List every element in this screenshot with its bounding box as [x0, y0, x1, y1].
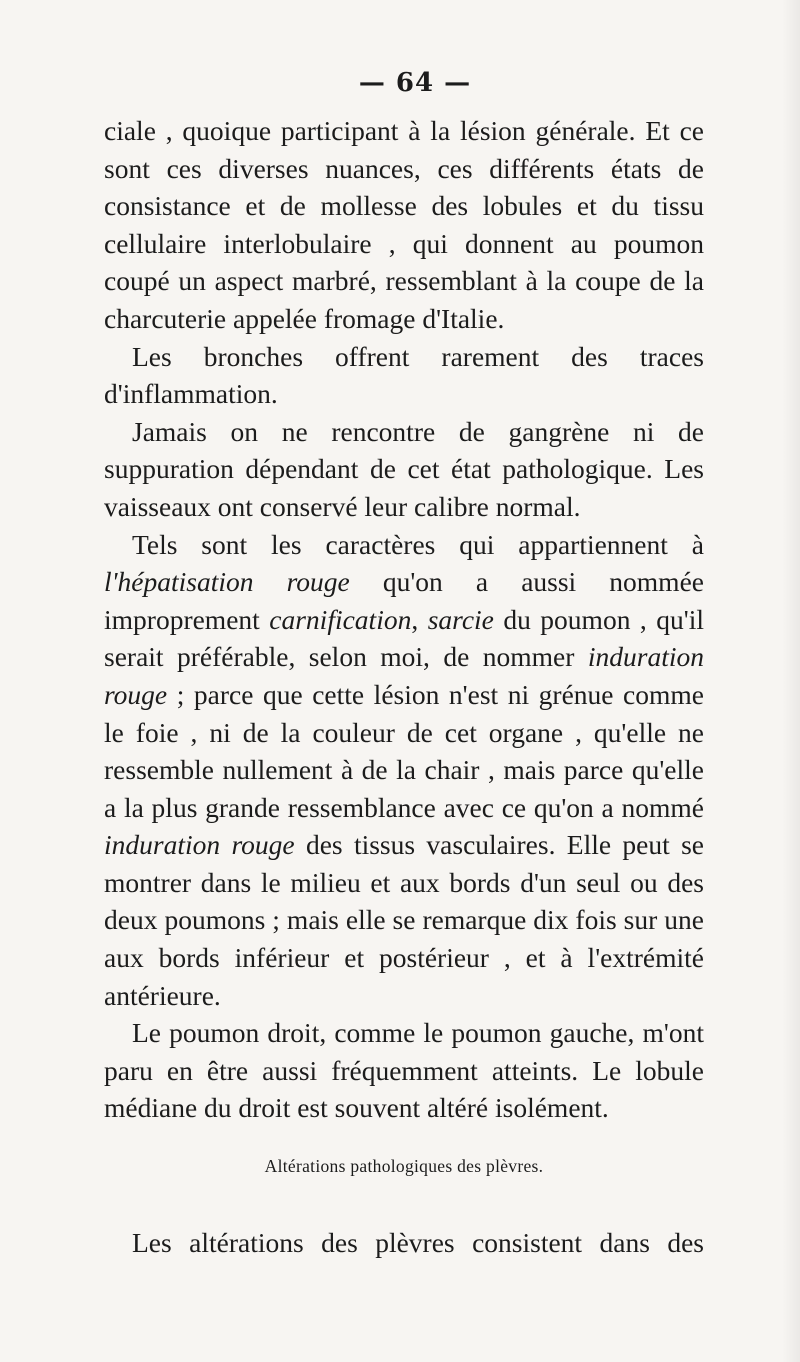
text-segment: des tissus vasculaires. Elle peut se montrer dans le milieu et aux bords d'un seul ou des deux poumons ; mais elle se remarque dix fois sur une aux bords inférieur et postérieur , et à l'extrémité antérieure. — [104, 829, 705, 1011]
italic-term: induration rouge — [104, 641, 704, 710]
text-segment: , — [411, 603, 428, 635]
italic-term: induration rouge — [104, 829, 295, 861]
italic-term: l'hépatisation rouge — [104, 566, 350, 598]
paragraph-p1 — [104, 112, 704, 338]
final-line: Les altérations des plèvres consistent dans des — [132, 1227, 704, 1258]
page-number: — 64 — — [358, 68, 472, 98]
italic-term: carnification — [269, 603, 412, 635]
body-text — [104, 112, 704, 1127]
paragraph-p5 — [104, 1014, 704, 1127]
text-segment: Les bronches offrent rarement des traces d'inflammation. — [104, 340, 704, 410]
text-segment: ; parce que cette lésion n'est ni grénue comme le foie , ni de la couleur de cet organe , qu'elle ne ressemble nullement à de la chair , mais parce qu'elle a la plus grande ressemblance avec ce qu'on a nommé — [104, 678, 704, 823]
section-heading: Altérations pathologiques des plèvres. — [264, 1156, 544, 1176]
text-segment: Le poumon droit, comme le poumon gauche, m'ont paru en être aussi fréquemment atteints. Le lobule médiane du droit est souvent altéré isolément. — [104, 1017, 704, 1124]
paragraph-p2 — [104, 338, 704, 413]
paragraph-p4 — [104, 526, 704, 1015]
page-edge-shadow — [782, 0, 800, 1362]
italic-term: sarcie — [427, 603, 494, 635]
text-segment: ciale , quoique participant à la lésion générale. Et ce sont ces diverses nuances, ces différents états de consistance et de mollesse des lobules et du tissu cellulaire interlobulaire , qui donnent au poumon coupé un aspect marbré, ressemblant à la coupe de la charcuterie appelée fromage d'Italie. — [104, 115, 704, 334]
text-segment: qu'on a aussi nommée improprement — [104, 566, 704, 635]
paragraph-p3 — [104, 413, 704, 526]
text-segment: Tels sont les caractères qui appartiennent à — [132, 528, 704, 560]
text-segment: du poumon , qu'il serait préférable, selon moi, de nommer — [104, 603, 704, 673]
text-segment: Jamais on ne rencontre de gangrène ni de suppuration dépendant de cet état pathologique. Les vaisseaux ont conservé leur calibre normal. — [104, 415, 704, 522]
